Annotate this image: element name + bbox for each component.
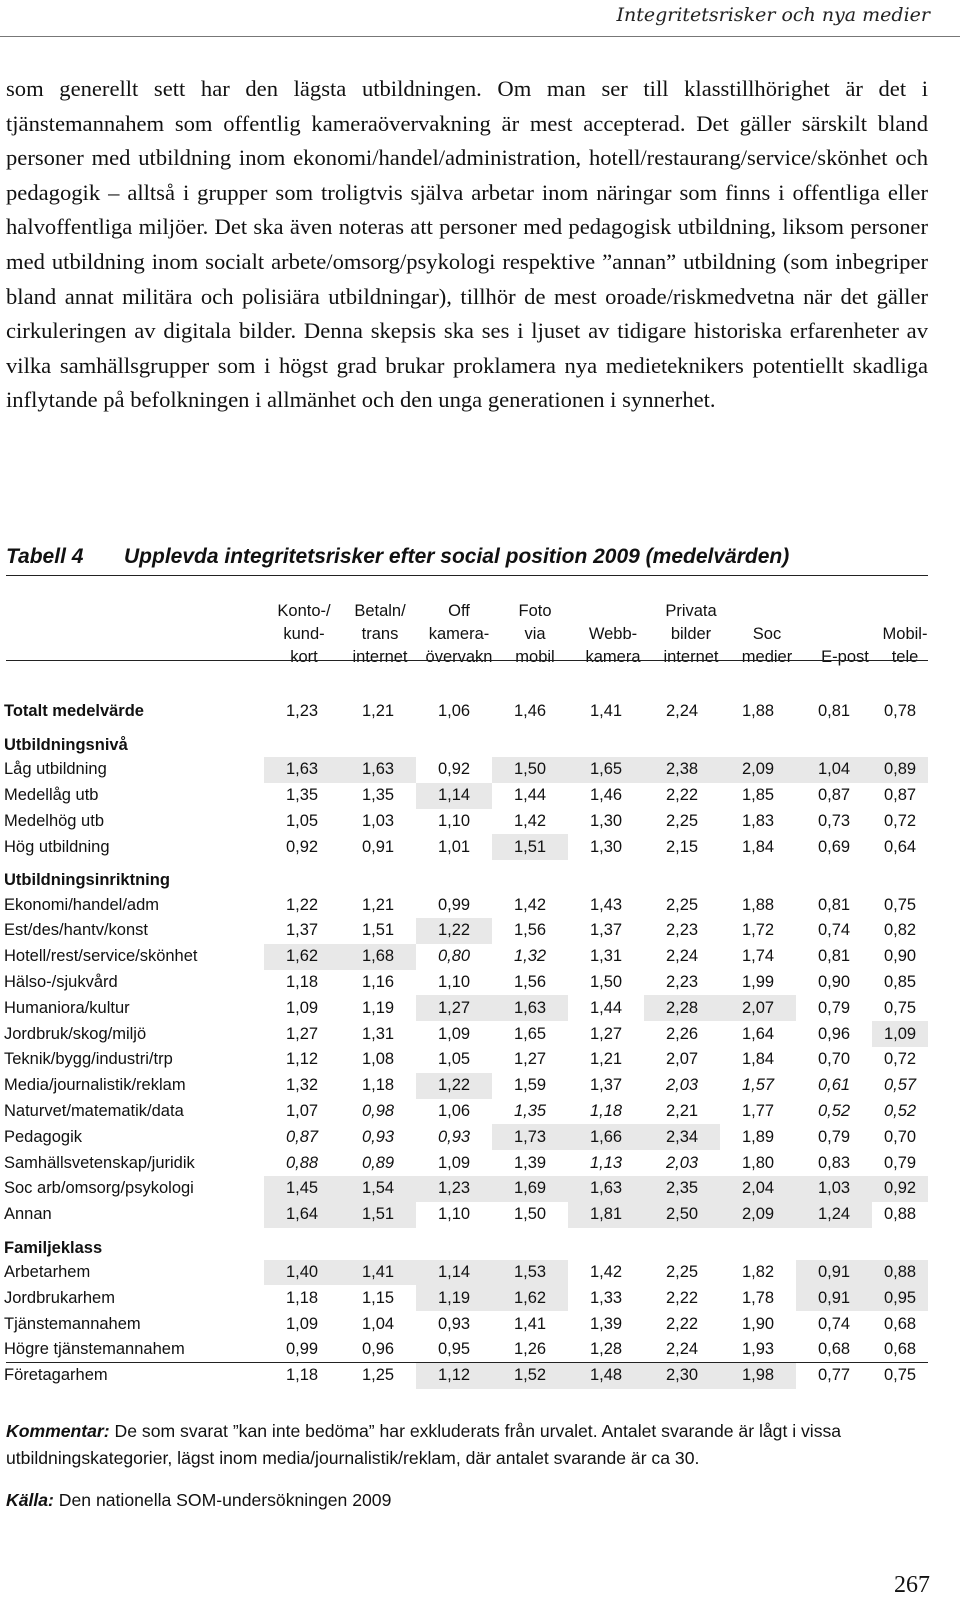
table-cell: 2,23 <box>665 921 699 940</box>
table-row <box>4 1073 928 1099</box>
table-cell: 1,51 <box>361 921 395 940</box>
table-cell: 1,23 <box>285 701 319 720</box>
table-row <box>4 944 928 970</box>
table-cell: 1,69 <box>492 1176 568 1202</box>
table-cell: 0,79 <box>817 1127 851 1146</box>
data-table <box>4 697 928 1389</box>
row-label: Media/journalistik/reklam <box>4 1076 186 1095</box>
row-label: Est/des/hantv/konst <box>4 921 148 940</box>
table-cell: 1,74 <box>741 947 775 966</box>
table-cell: 1,18 <box>285 1366 319 1385</box>
table-cell: 1,83 <box>741 811 775 830</box>
table-cell: 0,68 <box>883 1314 917 1333</box>
table-cell: 0,64 <box>883 837 917 856</box>
table-cell: 1,41 <box>589 701 623 720</box>
table-cell: 2,22 <box>665 786 699 805</box>
table-header-rule <box>6 660 928 661</box>
column-header: Off kamera- övervakn <box>425 602 493 666</box>
table-cell: 0,79 <box>817 998 851 1017</box>
table-cell: 1,24 <box>796 1202 872 1228</box>
column-header: Foto via mobil <box>515 602 555 666</box>
table-cell: 1,06 <box>437 701 471 720</box>
table-cell: 1,22 <box>285 895 319 914</box>
table-cell: 1,51 <box>492 834 568 860</box>
table-cell: 0,74 <box>817 1314 851 1333</box>
table-cell: 0,96 <box>817 1024 851 1043</box>
table-source <box>6 1490 391 1511</box>
table-cell: 1,16 <box>361 972 395 991</box>
table-cell: 1,89 <box>741 1127 775 1146</box>
table-cell: 2,50 <box>644 1202 720 1228</box>
table-cell: 1,23 <box>416 1176 492 1202</box>
table-cell: 0,88 <box>872 1260 928 1286</box>
table-cell: 2,25 <box>665 1262 699 1281</box>
column-header: Mobil- tele <box>882 625 928 666</box>
table-cell: 1,27 <box>589 1024 623 1043</box>
table-cell: 1,88 <box>741 701 775 720</box>
table-cell: 1,85 <box>741 786 775 805</box>
table-row <box>4 834 928 860</box>
table-cell: 1,35 <box>513 1101 547 1120</box>
table-cell: 1,30 <box>589 811 623 830</box>
table-cell: 0,57 <box>883 1076 917 1095</box>
table-cell: 1,18 <box>285 972 319 991</box>
row-label: Företagarhem <box>4 1366 108 1385</box>
table-cell: 0,68 <box>817 1340 851 1359</box>
row-label: Arbetarhem <box>4 1262 91 1281</box>
table-cell: 1,18 <box>361 1076 395 1095</box>
table-cell: 2,07 <box>665 1050 699 1069</box>
column-header: Privata bilder internet <box>663 602 719 666</box>
table-cell: 0,77 <box>817 1366 851 1385</box>
table-cell: 1,84 <box>741 837 775 856</box>
table-cell: 1,35 <box>361 786 395 805</box>
table-cell: 2,09 <box>720 757 796 783</box>
table-cell: 1,09 <box>285 998 319 1017</box>
table-cell: 0,93 <box>437 1127 471 1146</box>
row-label: Jordbruk/skog/miljö <box>4 1024 147 1043</box>
table-cell: 0,95 <box>437 1340 471 1359</box>
column-header: Betaln/ trans internet <box>352 602 408 666</box>
row-label: Jordbrukarhem <box>4 1288 115 1307</box>
table-cell: 0,89 <box>872 757 928 783</box>
table-cell: 0,93 <box>361 1127 395 1146</box>
table-cell: 1,62 <box>264 944 340 970</box>
table-cell: 0,52 <box>883 1101 917 1120</box>
table-cell: 2,03 <box>665 1076 699 1095</box>
table-cell: 1,33 <box>589 1288 623 1307</box>
table-cell: 2,24 <box>665 701 699 720</box>
table-row <box>4 1337 928 1363</box>
row-label: Naturvet/matematik/data <box>4 1101 184 1120</box>
table-cell: 1,30 <box>589 837 623 856</box>
table-cell: 2,24 <box>665 1340 699 1359</box>
section-header-row <box>4 725 928 757</box>
row-label: Låg utbildning <box>4 760 107 779</box>
table-row <box>4 918 928 944</box>
row-label: Ekonomi/handel/adm <box>4 895 160 914</box>
table-cell: 2,03 <box>665 1153 699 1172</box>
table-cell: 0,85 <box>883 972 917 991</box>
table-row <box>4 1311 928 1337</box>
table-cell: 1,19 <box>416 1285 492 1311</box>
table-cell: 1,64 <box>264 1202 340 1228</box>
row-label: Medelhög utb <box>4 811 104 830</box>
table-cell: 1,27 <box>285 1024 319 1043</box>
table-cell: 1,12 <box>416 1363 492 1389</box>
table-cell: 1,59 <box>513 1076 547 1095</box>
table-row <box>4 1021 928 1047</box>
table-row <box>4 783 928 809</box>
table-cell: 1,07 <box>285 1101 319 1120</box>
table-cell: 1,03 <box>796 1176 872 1202</box>
table-cell: 1,65 <box>513 1024 547 1043</box>
table-cell: 1,42 <box>513 811 547 830</box>
running-header <box>0 0 960 37</box>
row-label: Humaniora/kultur <box>4 998 130 1017</box>
table-cell: 0,81 <box>817 701 851 720</box>
table-cell: 0,80 <box>437 947 471 966</box>
table-bottom-rule <box>6 1362 928 1363</box>
table-cell: 0,61 <box>817 1076 851 1095</box>
table-cell: 1,41 <box>513 1314 547 1333</box>
table-cell: 1,90 <box>741 1314 775 1333</box>
table-cell: 1,46 <box>589 786 623 805</box>
table-cell: 0,72 <box>883 1050 917 1069</box>
table-cell: 1,18 <box>589 1101 623 1120</box>
table-cell: 1,25 <box>361 1366 395 1385</box>
table-cell: 0,69 <box>817 837 851 856</box>
column-header: Soc medier <box>741 625 793 666</box>
table-cell: 1,63 <box>568 1176 644 1202</box>
table-cell: 1,27 <box>416 995 492 1021</box>
table-cell: 2,38 <box>644 757 720 783</box>
table-cell: 1,77 <box>741 1101 775 1120</box>
table-row <box>4 1150 928 1176</box>
table-cell: 0,79 <box>883 1153 917 1172</box>
table-cell: 1,27 <box>513 1050 547 1069</box>
table-cell: 1,06 <box>437 1101 471 1120</box>
table-cell: 1,93 <box>741 1340 775 1359</box>
table-cell: 1,12 <box>285 1050 319 1069</box>
table-cell: 1,63 <box>264 757 340 783</box>
table-cell: 1,10 <box>437 1205 471 1224</box>
table-cell: 1,22 <box>416 1073 492 1099</box>
table-cell: 1,84 <box>741 1050 775 1069</box>
table-row <box>4 1099 928 1125</box>
table-row <box>4 1124 928 1150</box>
row-label: Samhällsvetenskap/juridik <box>4 1153 195 1172</box>
table-cell: 2,09 <box>720 1202 796 1228</box>
table-cell: 1,51 <box>340 1202 416 1228</box>
table-cell: 1,09 <box>285 1314 319 1333</box>
table-cell: 1,54 <box>340 1176 416 1202</box>
source-text: Den nationella SOM-undersökningen 2009 <box>53 1490 392 1510</box>
table-cell: 1,82 <box>741 1262 775 1281</box>
table-cell: 0,92 <box>437 760 471 779</box>
table-cell: 2,23 <box>665 972 699 991</box>
table-cell: 0,99 <box>285 1340 319 1359</box>
column-header: Webb- kamera <box>585 625 641 666</box>
body-paragraph: som generellt sett har den lägsta utbildningen. Om man ser till klasstillhörighet är det i tjänstemannahem som offentlig kameraövervakning är mest accepterad. Det gäller särskilt bland personer med utbildning inom ekonomi/handel/administration, hotell/restaurang/service/skönhet och pedagogik – alltså i grupper som troligtvis själva arbetar inom näringar som finns i offentliga eller halvoffentliga miljöer. Det ska även noteras att personer med pedagogisk utbildning, liksom personer med utbildning inom socialt arbete/omsorg/psykologi respektive ”annan” utbildning (som inbegriper bland annat militära och polisiära utbildningar), tillhör de mest oroade/riskmedvetna när det gäller cirkuleringen av digitala bilder. Denna skepsis ska ses i ljuset av tidigare historiska erfarenheter av vilka samhällsgrupper som i högst grad brukar proklamera nya medieteknikers potentiellt skadliga inflytande på befolkningen i allmänhet och den unga generationen i synnerhet. <box>6 76 928 413</box>
table-cell: 1,48 <box>568 1363 644 1389</box>
table-cell: 2,34 <box>644 1124 720 1150</box>
table-row <box>4 1285 928 1311</box>
comment-label: Kommentar: <box>6 1421 110 1441</box>
table-cell: 1,52 <box>492 1363 568 1389</box>
table-cell: 1,62 <box>492 1285 568 1311</box>
table-cell: 0,87 <box>817 786 851 805</box>
table-cell: 1,50 <box>589 972 623 991</box>
table-row <box>4 697 928 725</box>
table-cell: 0,90 <box>817 972 851 991</box>
table-cell: 2,25 <box>665 811 699 830</box>
section-label: Utbildningsnivå <box>4 736 128 754</box>
table-cell: 2,04 <box>720 1176 796 1202</box>
table-cell: 0,75 <box>883 998 917 1017</box>
row-label: Hög utbildning <box>4 837 110 856</box>
table-row <box>4 809 928 835</box>
table-cell: 0,72 <box>883 811 917 830</box>
table-cell: 1,66 <box>568 1124 644 1150</box>
table-cell: 1,56 <box>513 921 547 940</box>
table-cell: 0,70 <box>817 1050 851 1069</box>
table-cell: 1,21 <box>361 895 395 914</box>
table-cell: 0,74 <box>817 921 851 940</box>
table-row <box>4 1363 928 1389</box>
table-cell: 1,01 <box>437 837 471 856</box>
table-row <box>4 1260 928 1286</box>
table-cell: 0,92 <box>872 1176 928 1202</box>
table-cell: 1,26 <box>513 1340 547 1359</box>
table-cell: 1,09 <box>437 1153 471 1172</box>
row-label: Högre tjänstemannahem <box>4 1340 185 1359</box>
table-cell: 2,15 <box>665 837 699 856</box>
section-header-row <box>4 860 928 892</box>
table-cell: 1,65 <box>568 757 644 783</box>
table-cell: 0,93 <box>437 1314 471 1333</box>
table-cell: 0,87 <box>883 786 917 805</box>
table-cell: 2,25 <box>665 895 699 914</box>
table-cell: 1,39 <box>589 1314 623 1333</box>
table-row <box>4 995 928 1021</box>
table-cell: 1,44 <box>513 786 547 805</box>
table-title: Upplevda integritetsrisker efter social position 2009 (medelvärden) <box>124 545 790 568</box>
table-cell: 1,32 <box>513 947 547 966</box>
table-cell: 2,07 <box>720 995 796 1021</box>
table-cell: 0,75 <box>883 1366 917 1385</box>
table-cell: 0,68 <box>883 1340 917 1359</box>
section-label: Familjeklass <box>4 1238 103 1257</box>
table-cell: 1,42 <box>589 1262 623 1281</box>
table-cell: 1,37 <box>589 1076 623 1095</box>
section-label: Utbildningsinriktning <box>4 871 170 890</box>
table-row <box>4 970 928 996</box>
table-cell: 1,21 <box>361 701 395 720</box>
comment-text: De som svarat ”kan inte bedöma” har exkluderats från urvalet. Antalet svarande är lågt i vissa utbildningskategorier, lägst inom media/journalistik/reklam, där antalet svarande är ca 30. <box>6 1421 842 1468</box>
table-row <box>4 1176 928 1202</box>
source-label: Källa: <box>6 1490 54 1510</box>
table-cell: 0,81 <box>817 947 851 966</box>
table-cell: 0,91 <box>796 1260 872 1286</box>
table-cell: 2,21 <box>665 1101 699 1120</box>
row-label: Annan <box>4 1205 52 1224</box>
table-cell: 1,14 <box>416 783 492 809</box>
table-cell: 2,30 <box>644 1363 720 1389</box>
table-cell: 1,09 <box>872 1021 928 1047</box>
table-cell: 1,53 <box>492 1260 568 1286</box>
table-cell: 0,73 <box>817 811 851 830</box>
table-cell: 0,99 <box>437 895 471 914</box>
table-row <box>4 1047 928 1073</box>
table-cell: 1,39 <box>513 1153 547 1172</box>
row-label: Soc arb/omsorg/psykologi <box>4 1179 194 1198</box>
table-row <box>4 892 928 918</box>
page-number: 267 <box>894 1572 930 1598</box>
column-header: E-post <box>821 648 869 666</box>
table-cell: 0,89 <box>361 1153 395 1172</box>
row-label: Tjänstemannahem <box>4 1314 141 1333</box>
table-cell: 0,70 <box>883 1127 917 1146</box>
table-cell: 1,28 <box>589 1340 623 1359</box>
table-cell: 1,19 <box>361 998 395 1017</box>
row-label: Totalt medelvärde <box>4 701 144 720</box>
row-label: Pedagogik <box>4 1127 82 1146</box>
row-label: Medellåg utb <box>4 786 99 805</box>
table-cell: 1,99 <box>741 972 775 991</box>
table-cell: 0,52 <box>817 1101 851 1120</box>
table-cell: 0,83 <box>817 1153 851 1172</box>
table-cell: 1,40 <box>264 1260 340 1286</box>
table-cell: 1,50 <box>513 1205 547 1224</box>
table-cell: 1,05 <box>285 811 319 830</box>
table-cell: 2,22 <box>665 1288 699 1307</box>
table-cell: 1,41 <box>340 1260 416 1286</box>
row-label: Teknik/bygg/industri/trp <box>4 1050 173 1069</box>
running-header-title: Integritetsrisker och nya medier <box>616 4 930 26</box>
table-top-rule <box>6 575 928 576</box>
column-header: Konto-/ kund- kort <box>277 602 331 666</box>
table-cell: 1,45 <box>264 1176 340 1202</box>
table-cell: 1,73 <box>492 1124 568 1150</box>
table-cell: 0,81 <box>817 895 851 914</box>
row-label: Hälso-/sjukvård <box>4 972 118 991</box>
table-cell: 1,04 <box>361 1314 395 1333</box>
table-cell: 2,22 <box>665 1314 699 1333</box>
table-cell: 1,98 <box>720 1363 796 1389</box>
table-cell: 2,24 <box>665 947 699 966</box>
table-cell: 1,46 <box>513 701 547 720</box>
section-header-row <box>4 1228 928 1260</box>
table-cell: 1,57 <box>741 1076 775 1095</box>
table-cell: 2,26 <box>665 1024 699 1043</box>
table-cell: 1,31 <box>361 1024 395 1043</box>
table-cell: 1,78 <box>741 1288 775 1307</box>
table-cell: 1,03 <box>361 811 395 830</box>
table-cell: 0,82 <box>883 921 917 940</box>
table-cell: 1,31 <box>589 947 623 966</box>
table-cell: 1,15 <box>361 1288 395 1307</box>
table-cell: 1,37 <box>589 921 623 940</box>
table-cell: 2,35 <box>644 1176 720 1202</box>
table-cell: 1,35 <box>285 786 319 805</box>
table-cell: 1,50 <box>492 757 568 783</box>
table-row <box>4 757 928 783</box>
table-cell: 1,68 <box>340 944 416 970</box>
table-number: Tabell 4 <box>6 545 84 568</box>
table-cell: 1,56 <box>513 972 547 991</box>
table-comment <box>6 1418 928 1472</box>
table-cell: 2,28 <box>644 995 720 1021</box>
table-cell: 0,96 <box>361 1340 395 1359</box>
table-cell: 1,18 <box>285 1288 319 1307</box>
table-row <box>4 1202 928 1228</box>
table-cell: 1,80 <box>741 1153 775 1172</box>
table-cell: 1,43 <box>589 895 623 914</box>
table-cell: 1,88 <box>741 895 775 914</box>
table-cell: 1,05 <box>437 1050 471 1069</box>
table-cell: 1,10 <box>437 811 471 830</box>
table-cell: 1,13 <box>589 1153 623 1172</box>
row-label: Hotell/rest/service/skönhet <box>4 947 198 966</box>
table-cell: 0,90 <box>883 947 917 966</box>
table-cell: 1,63 <box>340 757 416 783</box>
table-caption <box>6 545 928 569</box>
table-cell: 0,95 <box>872 1285 928 1311</box>
table-cell: 1,04 <box>796 757 872 783</box>
table-cell: 0,92 <box>285 837 319 856</box>
table-cell: 0,91 <box>361 837 395 856</box>
table-cell: 0,78 <box>883 701 917 720</box>
table-cell: 0,88 <box>883 1205 917 1224</box>
table-cell: 1,37 <box>285 921 319 940</box>
table-cell: 1,44 <box>589 998 623 1017</box>
table-cell: 1,81 <box>568 1202 644 1228</box>
table-cell: 0,75 <box>883 895 917 914</box>
table-cell: 1,72 <box>741 921 775 940</box>
table-cell: 1,14 <box>416 1260 492 1286</box>
table-cell: 1,32 <box>285 1076 319 1095</box>
table-cell: 1,42 <box>513 895 547 914</box>
table-cell: 0,98 <box>361 1101 395 1120</box>
table-cell: 1,64 <box>741 1024 775 1043</box>
table-cell: 1,21 <box>589 1050 623 1069</box>
table-cell: 0,91 <box>796 1285 872 1311</box>
table-cell: 1,10 <box>437 972 471 991</box>
table-cell: 0,88 <box>285 1153 319 1172</box>
table-cell: 0,87 <box>285 1127 319 1146</box>
table-cell: 1,09 <box>437 1024 471 1043</box>
table-cell: 1,63 <box>492 995 568 1021</box>
table-cell: 1,22 <box>416 918 492 944</box>
table-cell: 1,08 <box>361 1050 395 1069</box>
